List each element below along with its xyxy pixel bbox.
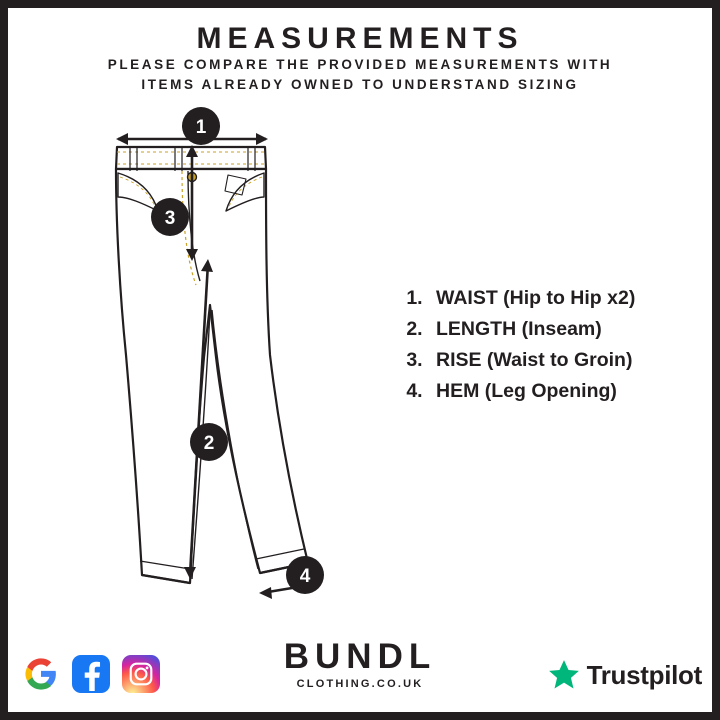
google-icon[interactable]: [22, 655, 60, 693]
instagram-icon[interactable]: [122, 655, 160, 693]
legend-item-rise: 3. RISE (Waist to Groin): [428, 345, 698, 376]
subtitle-line-2: ITEMS ALREADY OWNED TO UNDERSTAND SIZING: [141, 77, 579, 92]
marker-badge-3: [151, 198, 189, 236]
facebook-icon[interactable]: [72, 655, 110, 693]
jeans-illustration: [116, 147, 308, 583]
social-links: [22, 655, 160, 693]
subtitle-line-1: PLEASE COMPARE THE PROVIDED MEASUREMENTS WITH: [107, 57, 613, 72]
brand-name: BUNDL: [283, 637, 437, 676]
marker-badge-4: [286, 556, 324, 594]
legend-item-hem: 4. HEM (Leg Opening): [428, 376, 698, 407]
brand-domain: CLOTHING.CO.UK: [296, 678, 424, 690]
measurement-legend: [398, 283, 698, 407]
marker-3-label: 3: [164, 208, 176, 229]
legend-item-waist: 1. WAIST (Hip to Hip x2): [428, 283, 698, 314]
brand-logo: [250, 638, 470, 690]
legend-item-length: 2. LENGTH (Inseam): [428, 314, 698, 345]
marker-1-label: 1: [195, 117, 207, 138]
jeans-diagram: [70, 105, 400, 625]
trustpilot-star-icon: [547, 658, 581, 692]
marker-badge-2: [190, 423, 228, 461]
marker-badge-1: [182, 107, 220, 145]
page-title: MEASUREMENTS: [196, 22, 524, 55]
page-subtitle: [60, 55, 660, 95]
marker-2-label: 2: [203, 433, 215, 454]
trustpilot-badge[interactable]: [547, 658, 702, 692]
trustpilot-label: Trustpilot: [586, 659, 702, 690]
marker-4-label: 4: [299, 566, 311, 587]
